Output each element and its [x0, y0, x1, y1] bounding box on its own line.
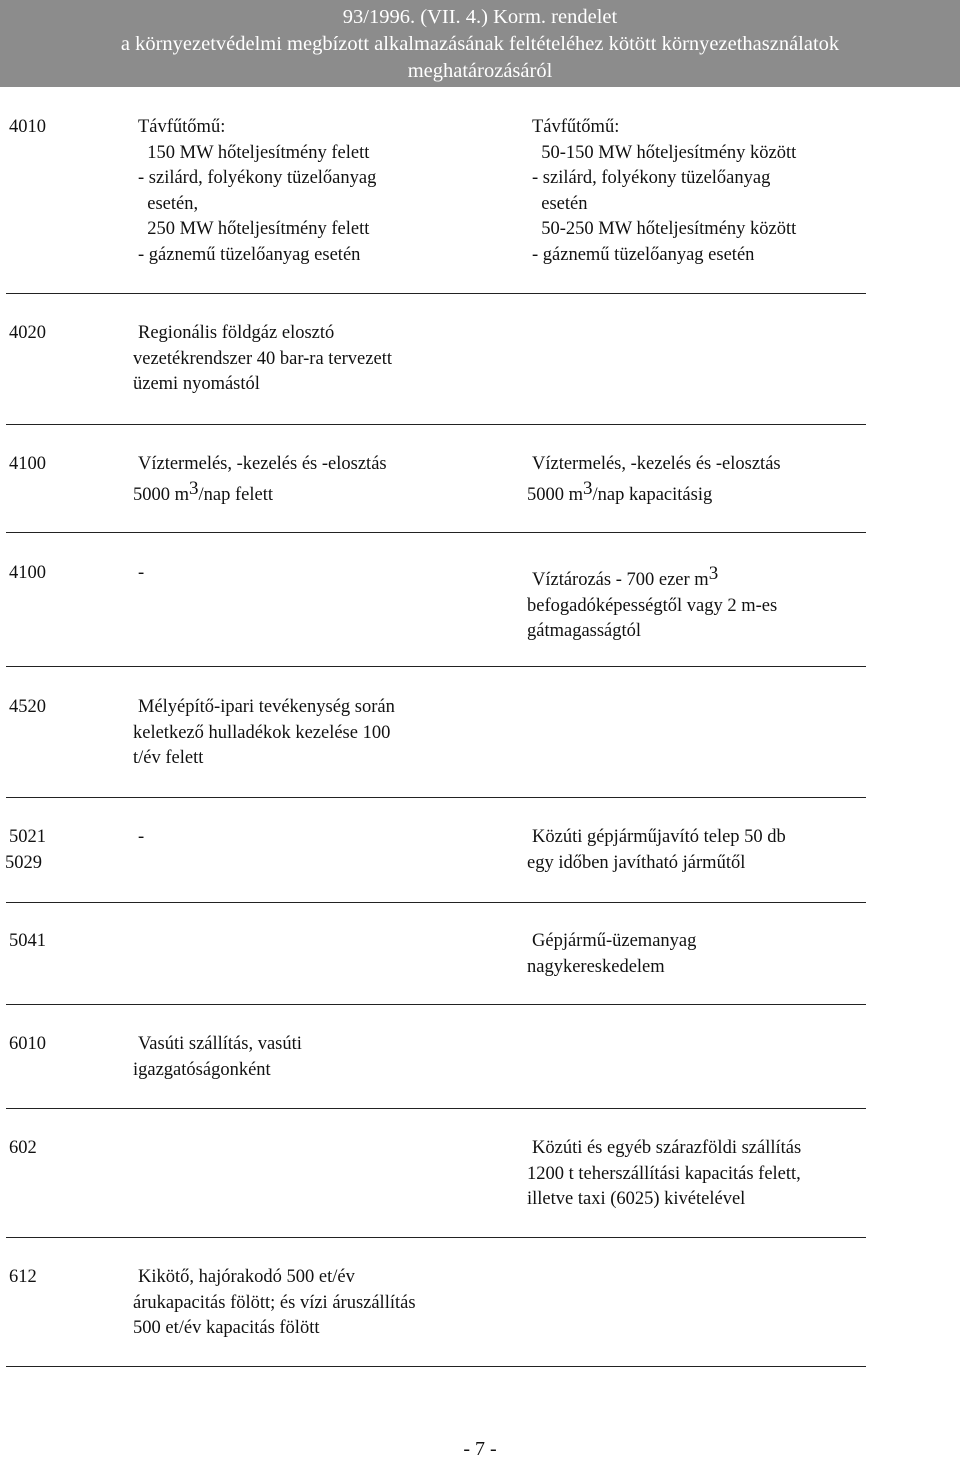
left-unit-line: 5000 $m^3$/nap felett — [133, 478, 273, 505]
left-text-line: 500 et/év kapacitás fölött — [133, 1318, 320, 1339]
right-unit-line: 5000 $m^3$/nap kapacitásig — [527, 478, 713, 505]
left-text-line: vezetékrendszer 40 bar-ra tervezett — [133, 348, 392, 369]
left-text-line: Mélyépítő-ipari tevékenység során — [138, 697, 395, 717]
right-text-line: Közúti és egyéb szárazföldi szállítás — [532, 1138, 802, 1158]
left-text-line: t/év felett — [133, 748, 204, 769]
right-text-line: Víztermelés, -kezelés és -elosztás — [532, 454, 781, 474]
document-header-banner — [0, 0, 960, 87]
right-text-line: - gáznemű tüzelőanyag esetén — [532, 245, 755, 265]
right-text-line: nagykereskedelem — [527, 956, 665, 977]
entry-code: 4520 — [9, 697, 46, 717]
left-text-line: Vasúti szállítás, vasúti — [138, 1034, 302, 1054]
right-text-line: Gépjármű-üzemanyag — [532, 931, 697, 951]
section-divider — [6, 424, 866, 425]
header-subtitle: a környezetvédelmi megbízott alkalmazásának feltételéhez kötött környezethasználatok — [120, 33, 840, 55]
left-text-line: - — [138, 563, 145, 583]
section-divider — [6, 1004, 866, 1005]
entry-code: 6010 — [9, 1034, 46, 1054]
left-text-line: esetén, — [138, 193, 199, 214]
left-text-line: Távfűtőmű: — [138, 117, 226, 137]
section-divider — [6, 532, 866, 533]
header-subtitle-cont: meghatározásáról — [407, 60, 553, 82]
section-divider — [6, 293, 866, 294]
entry-code: 602 — [9, 1138, 37, 1158]
right-text-line: 50-250 MW hőteljesítmény között — [532, 219, 797, 240]
right-text-line: Víztározás - 700 ezer $m^3$ — [532, 563, 719, 590]
left-text-line: - — [138, 827, 145, 847]
right-text-line: Távfűtőmű: — [532, 117, 620, 137]
right-text-line: egy időben javítható járműtől — [527, 852, 746, 873]
header-title: 93/1996. (VII. 4.) Korm. rendelet — [342, 6, 618, 28]
right-text-line: gátmagasságtól — [527, 621, 642, 642]
section-divider — [6, 1237, 866, 1238]
page-number: - 7 - — [463, 1438, 497, 1460]
section-divider — [6, 1108, 866, 1109]
left-text-line: keletkező hulladékok kezelése 100 — [133, 722, 391, 743]
left-text-line: 150 MW hőteljesítmény felett — [138, 142, 370, 163]
left-text-line: üzemi nyomástól — [133, 374, 260, 395]
entry-code: 612 — [9, 1267, 37, 1287]
right-text-line: esetén — [532, 193, 588, 214]
left-text-line: - szilárd, folyékony tüzelőanyag — [138, 168, 377, 189]
right-text-line: illetve taxi (6025) kivételével — [527, 1189, 746, 1210]
right-text-line: befogadóképességtől vagy 2 m-es — [527, 595, 778, 616]
section-divider — [6, 902, 866, 903]
left-text-line: Regionális földgáz elosztó — [138, 323, 335, 343]
entry-code: 4010 — [9, 117, 46, 137]
right-text-line: 50-150 MW hőteljesítmény között — [532, 142, 797, 163]
right-text-line: Közúti gépjárműjavító telep 50 db — [532, 827, 786, 847]
entry-code: 4100 — [9, 563, 46, 583]
entry-code: 5021 — [9, 827, 46, 847]
left-text-line: Kikötő, hajórakodó 500 et/év — [138, 1267, 355, 1287]
left-text-line: árukapacitás fölött; és vízi áruszállítás — [133, 1292, 416, 1313]
section-divider — [6, 666, 866, 667]
left-text-line: - gáznemű tüzelőanyag esetén — [138, 245, 361, 265]
entry-code: 4100 — [9, 454, 46, 474]
left-text-line: igazgatóságonként — [133, 1059, 271, 1080]
right-text-line: 1200 t teherszállítási kapacitás felett, — [527, 1163, 801, 1184]
left-text-line: 250 MW hőteljesítmény felett — [138, 219, 370, 240]
section-divider — [6, 797, 866, 798]
entry-code-secondary: 5029 — [5, 852, 42, 873]
entry-code: 5041 — [9, 931, 46, 951]
section-divider — [6, 1366, 866, 1367]
right-text-line: - szilárd, folyékony tüzelőanyag — [532, 168, 771, 189]
entry-code: 4020 — [9, 323, 46, 343]
left-text-line: Víztermelés, -kezelés és -elosztás — [138, 454, 387, 474]
